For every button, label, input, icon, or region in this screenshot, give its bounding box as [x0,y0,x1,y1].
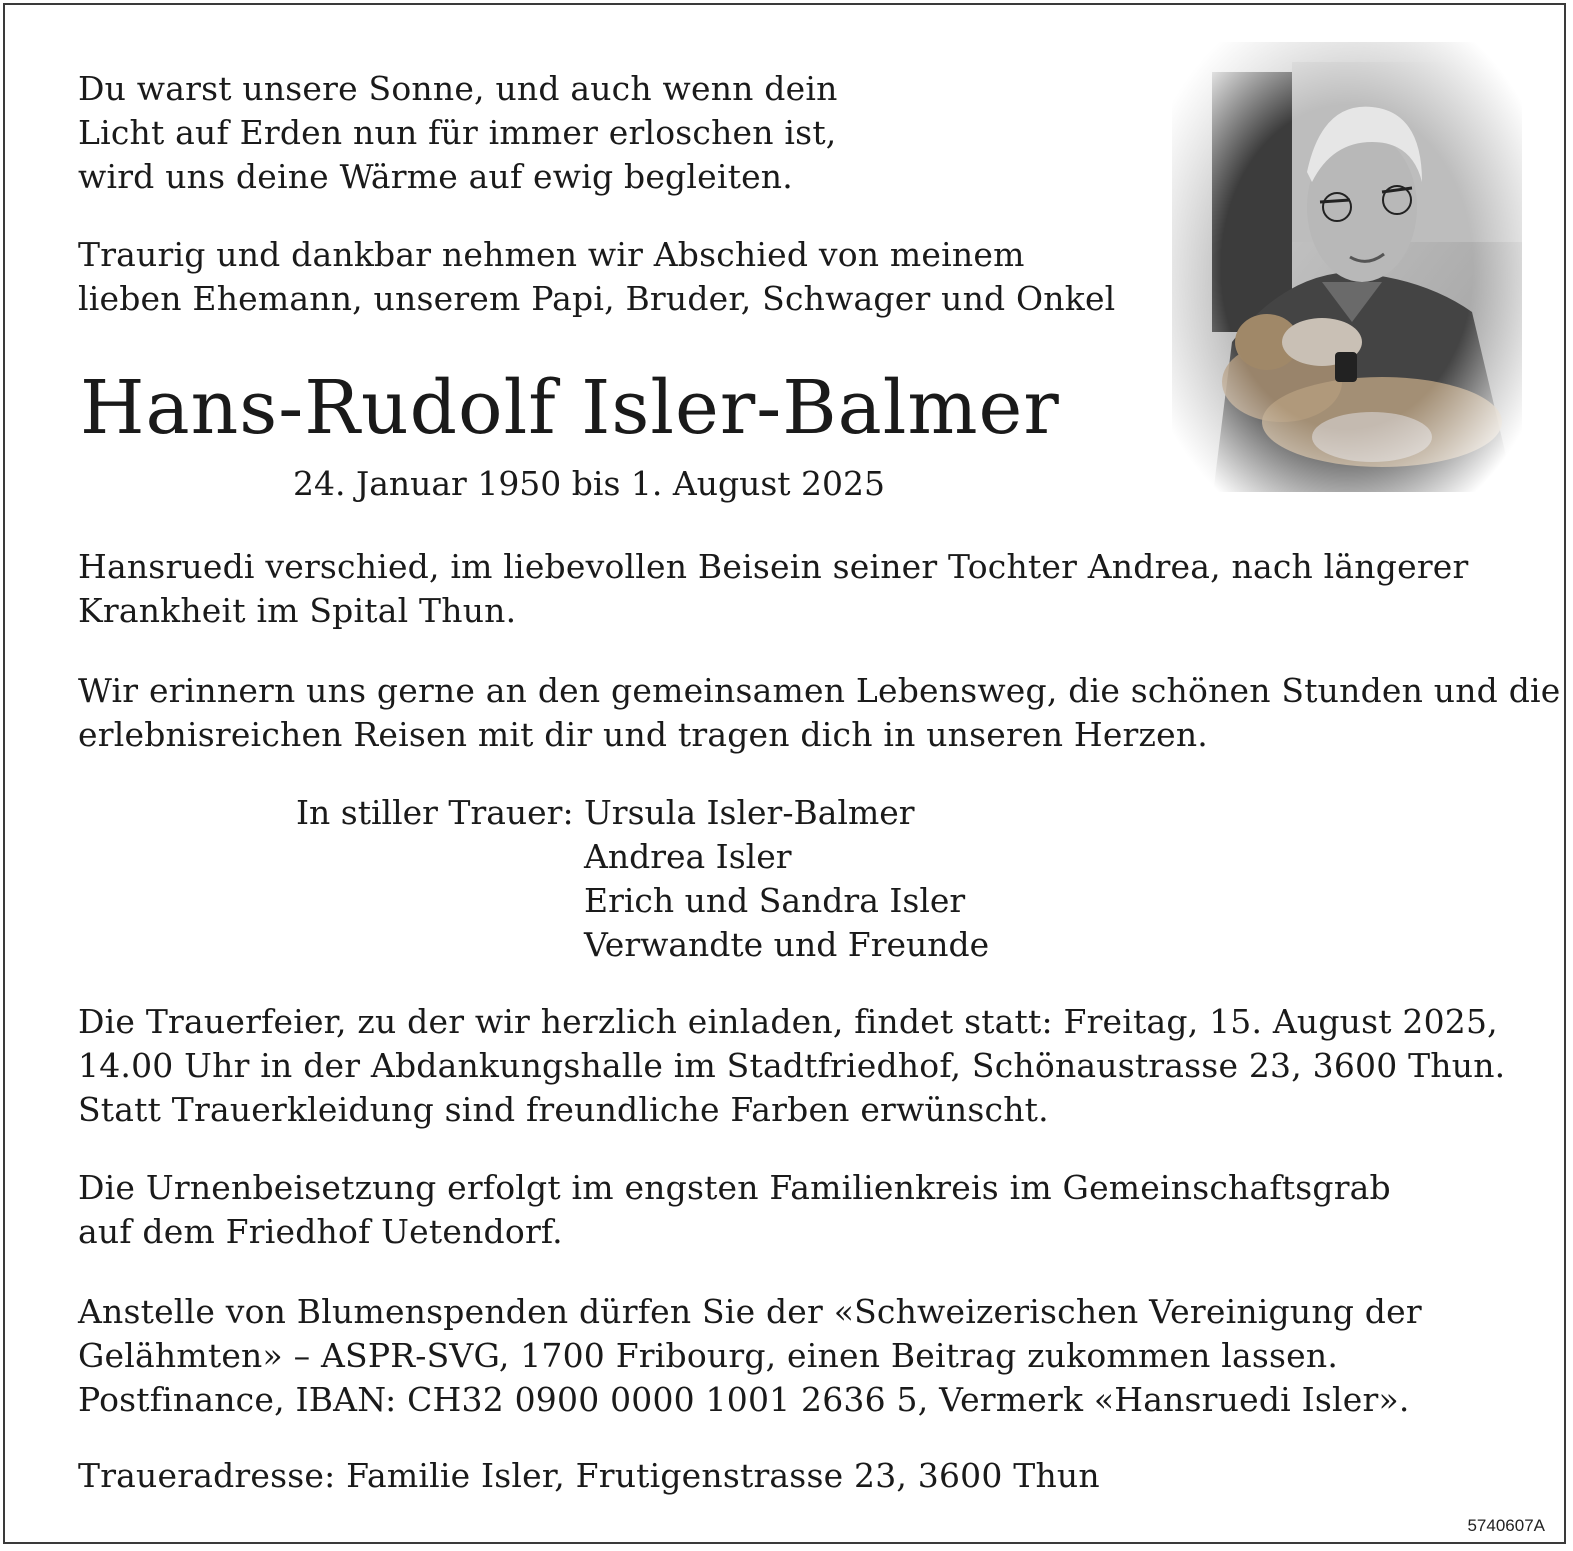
poem-line: Du warst unsere Sonne, und auch wenn dein [78,69,838,108]
burial-line: Die Urnenbeisetzung erfolgt im engsten Familienkreis im Gemeinschaftsgrab [78,1168,1391,1207]
portrait-image [1172,42,1522,492]
memory-line: Wir erinnern uns gerne an den gemeinsamen Lebensweg, die schönen Stunden und die [78,671,1561,710]
poem [78,67,838,199]
ceremony-text [78,1000,1505,1132]
mourner-name: Verwandte und Freunde [584,925,990,964]
mourning-address [78,1454,1100,1498]
ceremony-line: 14.00 Uhr in der Abdankungshalle im Stadtfriedhof, Schönaustrasse 23, 3600 Thun. [78,1046,1506,1085]
donation-line: Postfinance, IBAN: CH32 0900 0000 1001 2636 5, Vermerk «Hansruedi Isler». [78,1380,1410,1419]
ceremony-line: Die Trauerfeier, zu der wir herzlich einladen, findet statt: Freitag, 15. August 2025, [78,1002,1498,1041]
passing-text [78,545,1469,633]
poem-line: wird uns deine Wärme auf ewig begleiten. [78,157,793,196]
intro-line: lieben Ehemann, unserem Papi, Bruder, Schwager und Onkel [78,279,1116,318]
mourners-label: In stiller Trauer: [296,793,574,832]
reference-number: 5740607A [1467,1516,1545,1535]
mourner-name: Ursula Isler-Balmer [584,793,915,832]
ceremony-line: Statt Trauerkleidung sind freundliche Farben erwünscht. [78,1090,1049,1129]
mourner-name: Andrea Isler [584,837,792,876]
burial-text [78,1166,1391,1254]
memory-text [78,669,1561,757]
deceased-name: Hans-Rudolf Isler-Balmer [80,365,1060,451]
memory-line: erlebnisreichen Reisen mit dir und tragen dich in unseren Herzen. [78,715,1208,754]
donation-text [78,1290,1422,1422]
address-line: Traueradresse: Familie Isler, Frutigenstrasse 23, 3600 Thun [78,1456,1100,1495]
donation-line: Gelähmten» – ASPR-SVG, 1700 Fribourg, einen Beitrag zukommen lassen. [78,1336,1339,1375]
intro-text [78,233,1115,321]
passing-line: Krankheit im Spital Thun. [78,591,517,630]
mourners-list [584,791,989,967]
donation-line: Anstelle von Blumenspenden dürfen Sie der «Schweizerischen Vereinigung der [78,1292,1422,1331]
passing-line: Hansruedi verschied, im liebevollen Beisein seiner Tochter Andrea, nach längerer [78,547,1469,586]
portrait-photo [1172,42,1522,492]
mourner-name: Erich und Sandra Isler [584,881,966,920]
intro-line: Traurig und dankbar nehmen wir Abschied von meinem [78,235,1025,274]
burial-line: auf dem Friedhof Uetendorf. [78,1212,563,1251]
poem-line: Licht auf Erden nun für immer erloschen ist, [78,113,837,152]
life-dates: 24. Januar 1950 bis 1. August 2025 [293,464,886,503]
